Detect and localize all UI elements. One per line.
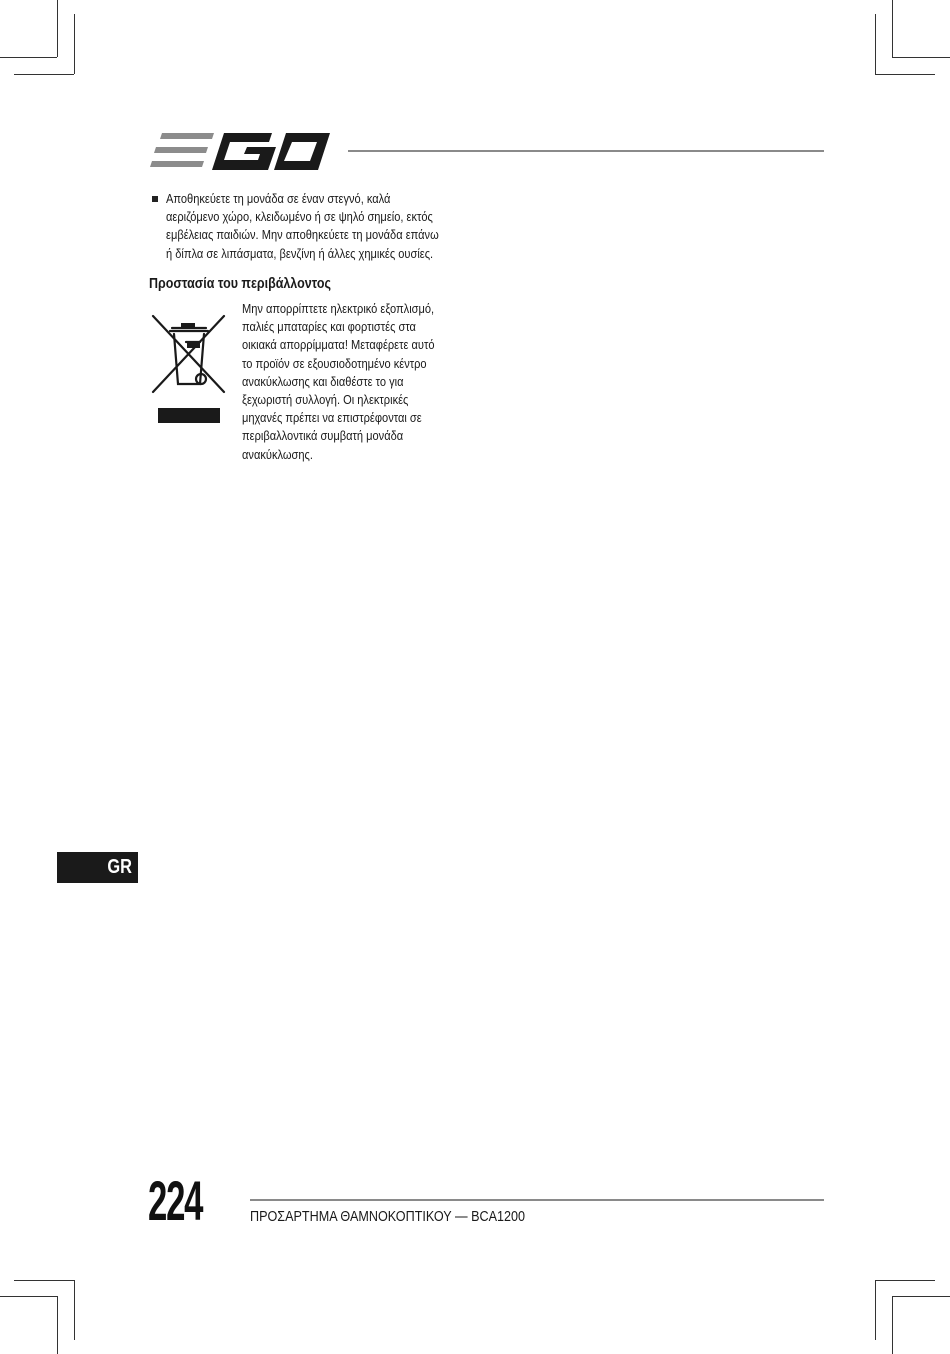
text-line: παλιές μπαταρίες και φορτιστές στα [242, 319, 416, 335]
language-label: GR [107, 856, 132, 878]
crop-mark [74, 14, 75, 74]
ego-logo [150, 130, 332, 172]
crop-mark [875, 74, 935, 75]
crop-mark [57, 1296, 58, 1354]
section-heading: Προστασία του περιβάλλοντος [149, 276, 331, 292]
crop-mark [892, 1296, 950, 1297]
text-line: εμβέλειας παιδιών. Μην αποθηκεύετε τη μονάδα επάνω [166, 227, 439, 243]
footer-title: ΠΡΟΣΑΡΤΗΜΑ ΘΑΜΝΟΚΟΠΤΙΚΟΥ — BCA1200 [250, 1208, 526, 1225]
page-number: 224 [148, 1169, 203, 1232]
text-line: Αποθηκεύετε τη μονάδα σε έναν στεγνό, καλά [166, 191, 391, 206]
crop-mark [14, 1280, 74, 1281]
crop-mark [892, 57, 950, 58]
disposal-instructions [242, 300, 435, 464]
crossed-out-wheelie-bin-icon [150, 312, 228, 426]
storage-instruction [166, 190, 439, 263]
text-line: ανακύκλωσης και διαθέστε το για [242, 373, 404, 389]
language-tab [57, 852, 138, 883]
bullet-square-icon [152, 196, 158, 202]
text-line: ξεχωριστή συλλογή. Οι ηλεκτρικές [242, 392, 409, 408]
footer-rule [250, 1199, 824, 1201]
text-line: οικιακά απορρίμματα! Μεταφέρετε αυτό [242, 337, 435, 353]
text-line: Μην απορρίπτετε ηλεκτρικό εξοπλισμό, [242, 301, 435, 316]
crop-mark [892, 0, 893, 57]
crop-mark [74, 1280, 75, 1340]
text-line: ανακύκλωσης. [242, 446, 313, 462]
crop-mark [875, 1280, 876, 1340]
crop-mark [875, 14, 876, 74]
text-line: αεριζόμενο χώρο, κλειδωμένο ή σε ψηλό σημείο, εκτός [166, 209, 433, 225]
text-line: το προϊόν σε εξουσιοδοτημένο κέντρο [242, 355, 427, 371]
crop-mark [892, 1296, 893, 1354]
crop-mark [875, 1280, 935, 1281]
text-line: ή δίπλα σε λιπάσματα, βενζίνη ή άλλες χημικές ουσίες. [166, 245, 434, 261]
crop-mark [57, 0, 58, 57]
crop-mark [0, 57, 57, 58]
crop-mark [14, 74, 74, 75]
crop-mark [0, 1296, 57, 1297]
text-line: μηχανές πρέπει να επιστρέφονται σε [242, 410, 422, 426]
text-line: περιβαλλοντικά συμβατή μονάδα [242, 428, 404, 444]
header-rule [348, 150, 824, 152]
